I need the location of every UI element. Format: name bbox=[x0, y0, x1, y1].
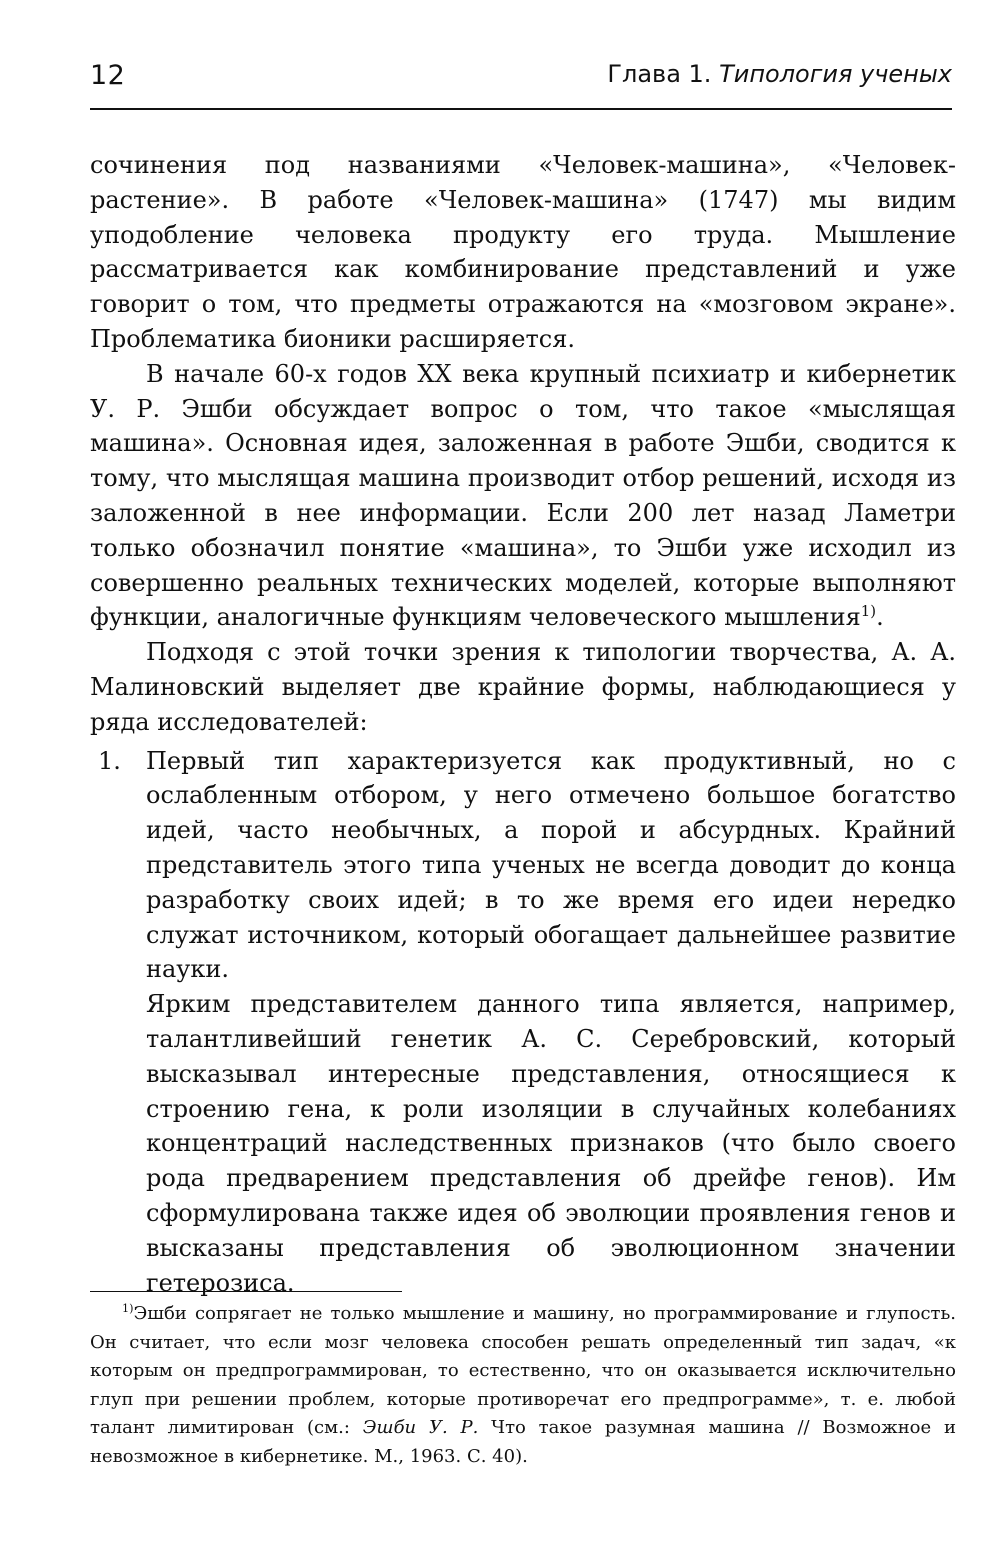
list-item-number: 1. bbox=[98, 746, 121, 775]
footnote-rule bbox=[90, 1291, 402, 1292]
list-item bbox=[90, 744, 956, 1301]
header-rule bbox=[90, 108, 952, 110]
footnote-marker: 1) bbox=[122, 1302, 134, 1315]
paragraph-2-text: В начале 60-х годов XX века крупный психиатр и кибернетик У. Р. Эшби обсуждает вопрос о том, что такое «мыслящая машина». Основная идея, заложенная в работе Эшби, сводится к тому, что мыслящая машина производит отбор решений, исходя из заложенной в нее информации. Если 200 лет назад Ламетри только обозначил понятие «машина», то Эшби уже исходил из совершенно реальных технических моделей, которые выполняют функции, аналогичные функциям человеческого мышления bbox=[90, 359, 956, 632]
numbered-list bbox=[90, 744, 956, 1301]
chapter-title: Типология ученых bbox=[719, 60, 952, 88]
footnote-text-1: Эшби сопрягает не только мышление и машину, но программирование и глупость. Он считает, что если мозг человека способен решать определенный тип задач, «к которым он предпрограммирован, то естественно, что он оказывается исключительно глуп при решении проблем, которые противоречат его предпрограмме», т. е. любой талант лимитирован (см.: bbox=[90, 1303, 956, 1438]
footnote-reference[interactable]: 1) bbox=[860, 602, 877, 621]
paragraph-2-end: . bbox=[876, 603, 884, 632]
paragraph-1: сочинения под названиями «Человек-машина», «Человек-растение». В работе «Человек-машина» (1747) мы видим уподобление человека продукту его труда. Мышление рассматривается как комбинирование представлений и уже говорит о том, что предметы отражаются на «мозговом экране». Проблематика бионики расширяется. bbox=[90, 151, 956, 353]
footnote bbox=[90, 1300, 956, 1471]
footnote-author: Эшби У. Р. bbox=[362, 1417, 479, 1438]
list-item-text: Первый тип характеризуется как продуктивный, но с ослабленным отбором, у него отмечено большое богатство идей, часто необычных, а порой и абсурдных. Крайний представитель этого типа ученых не всегда доводит до конца разработку своих идей; в то же время его идеи нередко служат источником, который обогащает дальнейшее развитие науки. bbox=[146, 746, 956, 984]
paragraph-2 bbox=[90, 357, 956, 635]
running-head bbox=[607, 60, 952, 88]
chapter-label: Глава 1. bbox=[607, 60, 712, 88]
main-text bbox=[90, 148, 956, 1300]
paragraph-3: Подходя с этой точки зрения к типологии творчества, А. А. Малиновский выделяет две крайние формы, наблюдающиеся у ряда исследователей: bbox=[90, 638, 956, 736]
footnote-text-2: Что такое разумная машина // Возможное и невозможное в кибернетике. М., 1963. С. 40). bbox=[90, 1417, 956, 1467]
list-item-continuation: Ярким представителем данного типа является, например, талантливейший генетик А. С. Серебровский, который высказывал интересные представления, относящиеся к строению гена, к роли изоляции в случайных колебаниях концентраций наследственных признаков (что было своего рода предварением представления об дрейфе генов). Им сформулирована также идея об эволюции проявления генов и высказаны представления об эволюционном значении гетерозиса. bbox=[146, 990, 956, 1297]
page-number: 12 bbox=[90, 60, 126, 91]
